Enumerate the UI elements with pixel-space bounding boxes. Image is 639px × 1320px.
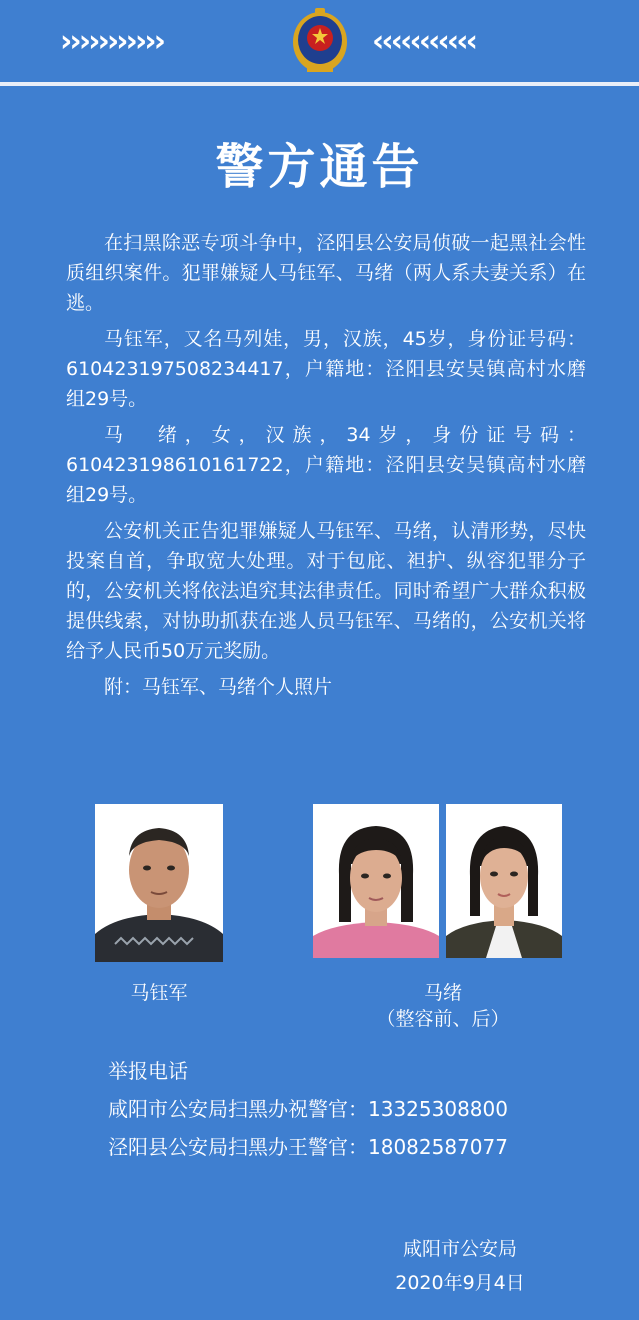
paragraph-warning: 公安机关正告犯罪嫌疑人马钰军、马绪，认清形势，尽快投案自首，争取宽大处理。对于包庇、袒护、纵容犯罪分子的，公安机关将依法追究其法律责任。同时希望广大群众积极提供线索，对协助抓获在逃人员马钰军、马绪的，公安机关将给予人民币50万元奖励。 <box>66 520 586 662</box>
header-bar <box>0 0 639 82</box>
right-chevrons: ‹‹‹‹‹‹‹‹‹‹‹ <box>372 23 475 59</box>
paragraph-suspect2: 马 绪，女，汉族，34岁，身份证号码：610423198610161722，户籍地：泾阳县安吴镇高村水磨组29号。 <box>66 424 586 506</box>
notice-title: 警方通告 <box>215 139 424 195</box>
issue-date: 2020年9月4日 <box>395 1272 525 1294</box>
header-divider <box>0 82 639 86</box>
suspect1-photo <box>95 804 223 962</box>
police-emblem-icon <box>285 6 355 76</box>
suspect2-photo-before <box>313 804 439 958</box>
hotline-heading: 举报电话 <box>108 1059 188 1083</box>
suspect1-caption: 马钰军 <box>130 982 188 1004</box>
suspect2-caption: 马绪 <box>423 982 462 1004</box>
paragraph-suspect1: 马钰军，又名马列娃，男，汉族，45岁，身份证号码：610423197508234417，户籍地：泾阳县安吴镇高村水磨组29号。 <box>66 328 586 410</box>
paragraph-attachment: 附：马钰军、马绪个人照片 <box>104 676 333 698</box>
issuer: 咸阳市公安局 <box>402 1238 517 1260</box>
notice-footer <box>360 1232 560 1300</box>
paragraph-case: 在扫黑除恶专项斗争中，泾阳县公安局侦破一起黑社会性质组织案件。犯罪嫌疑人马钰军、马绪（两人系夫妻关系）在逃。 <box>66 232 586 314</box>
hotline-xianyang: 咸阳市公安局扫黑办祝警官：13325308800 <box>108 1097 508 1121</box>
notice-body <box>66 228 586 708</box>
suspect2-subcaption: （整容前、后） <box>376 1008 510 1030</box>
hotline-section <box>108 1052 508 1166</box>
hotline-jingyang: 泾阳县公安局扫黑办王警官：18082587077 <box>108 1135 508 1159</box>
suspect2-photo-after <box>446 804 562 958</box>
left-chevrons: ››››››››››› <box>60 23 163 59</box>
